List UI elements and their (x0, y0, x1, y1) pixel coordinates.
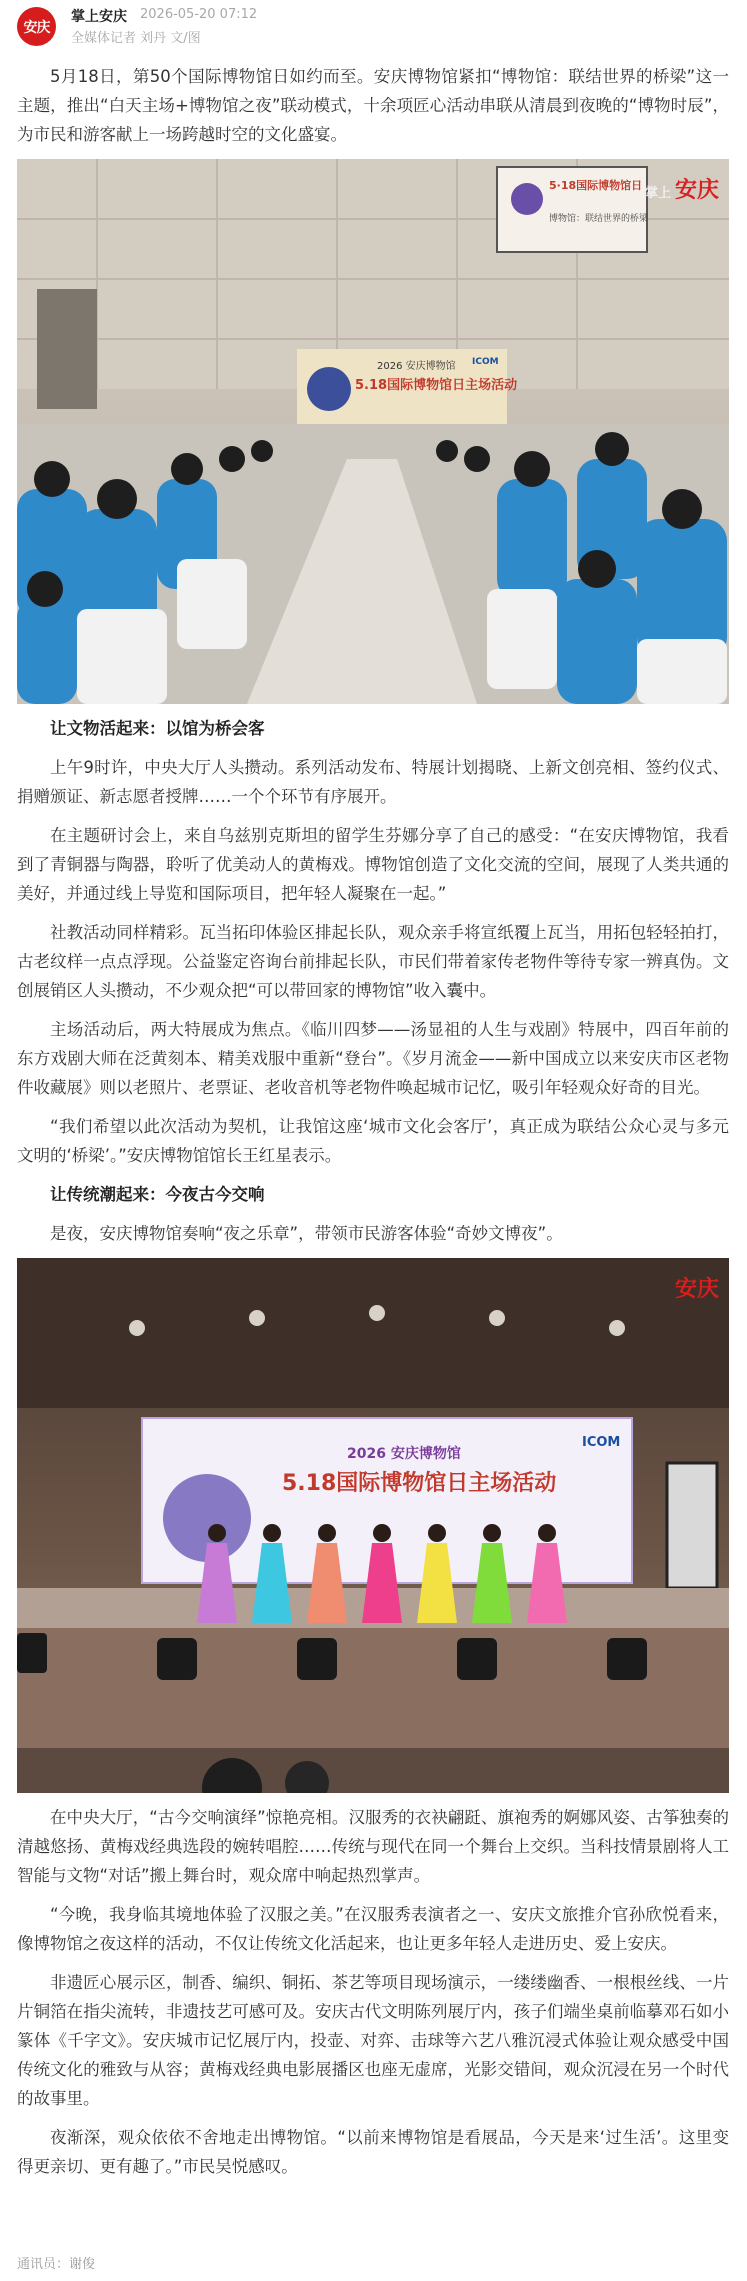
photo-daytime-event (17, 159, 729, 704)
post-header (0, 0, 747, 50)
paragraph-8: “今晚，我身临其境地体验了汉服之美。”在汉服秀表演者之一、安庆文旅推介官孙欣悦看来，像博物馆之夜这样的活动，不仅让传统文化活起来，也让更多年轻人走进历史、爱上安庆。 (17, 1905, 729, 1953)
article-body (17, 62, 729, 2191)
account-avatar[interactable]: 安庆 (17, 7, 56, 46)
post-time: 2026-05-20 07:12 (140, 7, 258, 22)
banner2-badge: ICOM (582, 1435, 621, 1450)
paragraph-2: 在主题研讨会上，来自乌兹别克斯坦的留学生芬娜分享了自己的感受：“在安庆博物馆，我看到了青铜器与陶器，聆听了优美动人的黄梅戏。博物馆创造了文化交流的空间，展现了人类共通的美好，并通过线上导览和国际项目，把年轻人凝聚在一起。” (17, 826, 729, 903)
editor-credit: 通讯员：谢俊 (17, 2257, 96, 2272)
photo1-watermark: 掌上 安庆 (644, 177, 719, 203)
paragraph-10: 夜渐深，观众依依不舍地走出博物馆。“以前来博物馆是看展品，今天是来‘过生活’。这里变得更亲切、更有趣了。”市民吴悦感叹。 (17, 2128, 729, 2176)
paragraph-6: 是夜，安庆博物馆奏响“夜之乐章”，带领市民游客体验“奇妙文博夜”。 (50, 1224, 563, 1243)
intro-paragraph: 5月18日，第50个国际博物馆日如约而至。安庆博物馆紧扣“博物馆：联结世界的桥梁”这一主题，推出“白天主场+博物馆之夜”联动模式，十余项匠心活动串联从清晨到夜晚的“博物时辰”，为市民和游客献上一场跨越时空的文化盛宴。 (17, 67, 729, 144)
paragraph-3: 社教活动同样精彩。瓦当拓印体验区排起长队，观众亲手将宣纸覆上瓦当，用拓包轻轻拍打，古老纹样一点点浮现。公益鉴定咨询台前排起长队，市民们带着家传老物件等待专家一辨真伪。文创展销区人头攒动，不少观众把“可以带回家的博物馆”收入囊中。 (17, 923, 729, 1000)
photo2-watermark: 安庆 (674, 1276, 719, 1302)
paragraph-1: 上午9时许，中央大厅人头攒动。系列活动发布、特展计划揭晓、上新文创亮相、签约仪式、捐赠颁证、新志愿者授牌……一个个环节有序展开。 (17, 758, 729, 806)
banner-line2: 5.18国际博物馆日主场活动 (355, 378, 518, 393)
screen-title: 5·18国际博物馆日 (549, 179, 643, 192)
section2-heading: 让传统潮起来：今夜古今交响 (50, 1185, 265, 1204)
banner2-line1: 2026 安庆博物馆 (347, 1446, 461, 1462)
banner-badge: ICOM (472, 357, 499, 367)
photo-daytime-scene (17, 159, 729, 704)
banner2-line2: 5.18国际博物馆日主场活动 (282, 1471, 557, 1496)
paragraph-5: “我们希望以此次活动为契机，让我馆这座‘城市文化会客厅’，真正成为联结公众心灵与多元文明的‘桥梁’。”安庆博物馆馆长王红星表示。 (17, 1117, 729, 1165)
banner-line1: 2026 安庆博物馆 (377, 361, 456, 372)
section1-heading: 让文物活起来：以馆为桥会客 (50, 719, 265, 738)
paragraph-4: 主场活动后，两大特展成为焦点。《临川四梦——汤显祖的人生与戏剧》特展中，四百年前的东方戏剧大师在泛黄刻本、精美戏服中重新“登台”。《岁月流金——新中国成立以来安庆市区老物件收藏展》则以老照片、老票证、老收音机等老物件唤起城市记忆，吸引年轻观众好奇的目光。 (17, 1020, 729, 1097)
paragraph-9: 非遗匠心展示区，制香、编织、铜拓、茶艺等项目现场演示，一缕缕幽香、一根根丝线、一片片铜箔在指尖流转，非遗技艺可感可及。安庆古代文明陈列展厅内，孩子们端坐桌前临摹邓石如小篆体《千字文》。安庆城市记忆展厅内，投壶、对弈、击球等六艺八雅沉浸式体验让观众感受中国传统文化的雅致与从容；黄梅戏经典电影展播区也座无虚席，光影交错间，观众沉浸在另一个时代的故事里。 (17, 1973, 729, 2108)
account-name[interactable]: 掌上安庆 (71, 9, 127, 25)
photo-night-performance (17, 1258, 729, 1793)
paragraph-7: 在中央大厅，“古今交响演绎”惊艳亮相。汉服秀的衣袂翩跹、旗袍秀的婀娜风姿、古筝独奏的清越悠扬、黄梅戏经典选段的婉转唱腔……传统与现代在同一个舞台上交织。当科技情景剧将人工智能与文物“对话”搬上舞台时，观众席中响起热烈掌声。 (17, 1808, 729, 1885)
photo-night-scene (17, 1258, 729, 1793)
byline: 全媒体记者 刘丹 文/图 (71, 31, 201, 46)
screen-subtitle: 博物馆：联结世界的桥梁 (549, 214, 649, 224)
